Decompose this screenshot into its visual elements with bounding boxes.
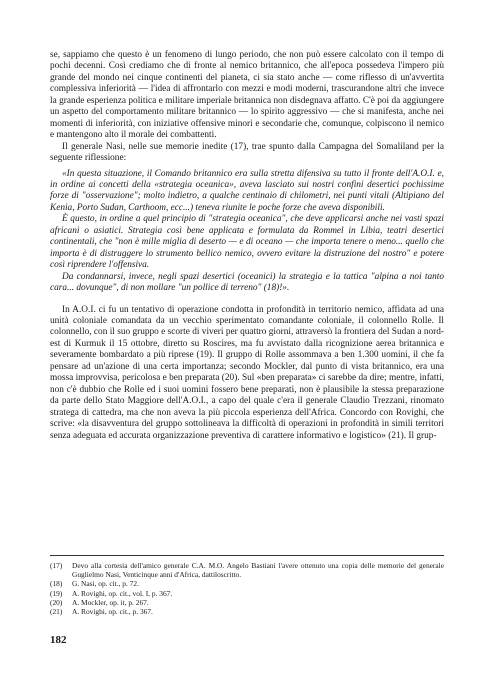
spacer xyxy=(50,295,444,305)
quote-paragraph: «In questa situazione, il Comando britannico era sulla stretta difensiva su tutto il fronte dell'A.O.I. e, in ordine ai concetti della «strategia oceanica», aveva lasciato sui nostri confini desertici pochissime forze di "osservazione"; molto indietro, a qualche centinaio di chilometri, nei punti vitali (Altipiano del Kenia, Porto Sudan, Carthoom, ecc...) teneva riunite le poche forze che aveva disponibili. xyxy=(50,168,444,213)
footnote-divider xyxy=(50,555,444,556)
footnote-text: A. Mockler, op. it, p. 267. xyxy=(72,597,149,607)
footnote xyxy=(50,607,444,616)
page-number: 182 xyxy=(50,634,67,646)
paragraph: Il generale Nasi, nelle sue memorie inedite (17), trae spunto dalla Campagna del Somaliland per la seguente riflessione: xyxy=(50,141,444,164)
footnote xyxy=(50,598,444,607)
paragraph: In A.O.I. ci fu un tentativo di operazione condotta in profondità in territorio nemico, affidata ad una unità coloniale comandata da un vecchio sperimentato comandante coloniale, il colonnello Rolle. Il colonnello, con il suo gruppo e scorte di viveri per quattro giorni, attraversò la frontiera del Sudan a nord-est di Kurmuk il 15 ottobre, diretto su Roscires, ma fu avvistato dalla ricognizione aerea britannica e severamente bombardato a più riprese (19). Il gruppo di Rolle assommava a ben 1.300 uomini, il che fa pensare ad un'azione di una certa importanza; secondo Mockler, dal punto di vista britannico, era una mossa improvvisa, pericolosa e ben preparata (20). Sul «ben preparata» ci sarebbe da dire; mentre, infatti, non c'è dubbio che Rolle ed i suoi uomini fossero bene preparati, non è plausibile la stessa preparazione da parte dello Stato Maggiore dell'A.O.I., a capo del quale c'era il generale Claudio Trezzani, rinomato stratega di cattedra, ma che non aveva la più piccola esperienza dell'Africa. Concordo con Rovighi, che scrive: «la disavventura del gruppo sottolineava la difficoltà di operazioni in profondità in simili territori senza adeguata ed accurata organizzazione preventiva di carattere informativo e logistico» (21). Il grup- xyxy=(50,304,444,441)
footnote-text: G. Nasi, op. cit., p. 72. xyxy=(72,579,139,589)
footnote-text: Devo alla cortesia dell'amico generale C.A. M.O. Angelo Bastiani l'avere ottenuto una copia delle memorie del generale Guglielmo Nasi, Venticinque anni d'Africa, dattiloscritto. xyxy=(72,561,444,580)
footnote-number: (19) xyxy=(50,588,63,598)
footnotes xyxy=(50,561,444,616)
footnote-number: (18) xyxy=(50,579,63,589)
document-body xyxy=(50,50,444,442)
footnote xyxy=(50,589,444,598)
footnote xyxy=(50,561,444,579)
footnote-text: A. Rovighi, op. cit., vol. I, p. 367. xyxy=(72,588,173,598)
footnote-number: (21) xyxy=(50,607,63,617)
footnote-text: A. Rovighi, op. cit., p. 367. xyxy=(72,607,153,617)
footnote xyxy=(50,579,444,588)
quote-paragraph: Da condannarsi, invece, negli spazi desertici (oceanici) la strategia e la tattica "alpina a noi tanto cara... dovunque", di non mollare "un pollice di terreno" (18)!». xyxy=(50,271,444,294)
footnote-number: (20) xyxy=(50,597,63,607)
quote-paragraph: È questo, in ordine a quel principio di "strategia oceanica", che deve applicarsi anche nei vasti spazi africani o asiatici. Strategia così bene applicata e formulata da Rommel in Libia, teatri desertici continentali, che "non è mille miglia di deserto — e di oceano — che importa tenere o meno... quello che importa è di distruggere lo strumento bellico nemico, ovvero evitare la distruzione del nostro" e potere così riprendere l'offensiva. xyxy=(50,214,444,271)
footnote-number: (17) xyxy=(50,561,63,570)
paragraph: se, sappiamo che questo è un fenomeno di lungo periodo, che non può essere calcolato con il tempo di pochi decenni. Così crediamo che di fronte al nemico britannico, che all'epoca possedeva l'impero più grande del mondo nei cinque continenti del pianeta, ci sia stato anche — come riflesso di un'avvertita complessiva inferiorità — l'idea di affrontarlo con mezzi e modi moderni, trascurandone altri che invece la grande esperienza politica e militare imperiale britannica non disdegnava affatto. C'è poi da aggiungere un aspetto del comportamento militare britannico — lo spirito aggressivo — che si manifesta, anche nei momenti di inferiorità, con iniziative offensive minori e secondarie che, comunque, colpiscono il nemico e mantengono alto il morale dei combattenti. xyxy=(50,50,444,141)
